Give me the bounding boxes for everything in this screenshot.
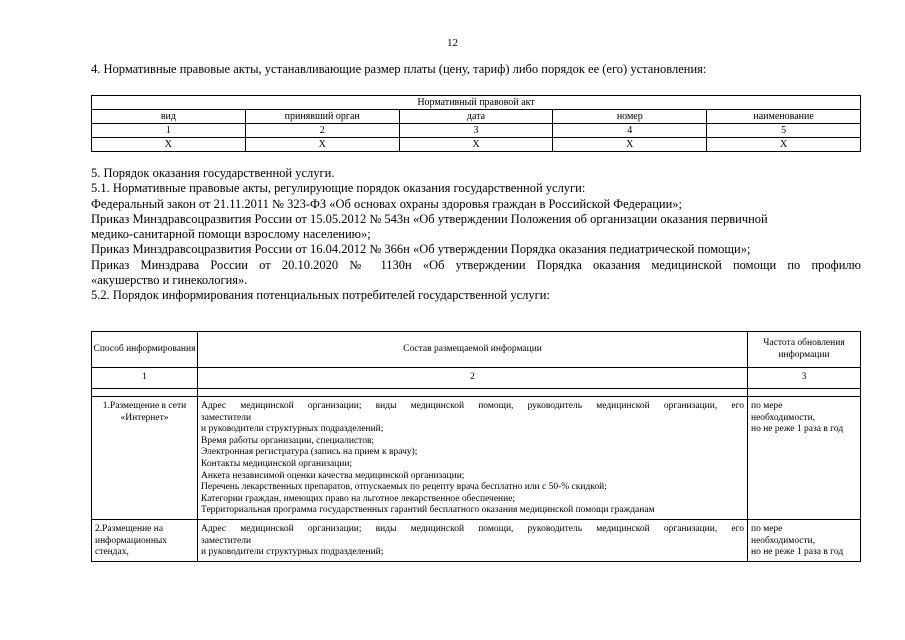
section-5-2-heading: 5.2. Порядок информирования потенциальных потребителей государственной услуги: — [91, 288, 550, 303]
table-cell: Х — [707, 138, 861, 152]
content-line: Адрес медицинской организации; виды медицинской помощи, руководитель медицинской организации, его — [201, 401, 744, 411]
section-4-heading: 4. Нормативные правовые акты, устанавливающие размер платы (цену, тариф) либо порядок ее (его) установления: — [91, 62, 707, 76]
table-cell: 5 — [707, 124, 861, 138]
table-cell — [748, 389, 861, 397]
frequency-line: по мере — [751, 401, 783, 411]
frequency-line: по мере — [751, 523, 783, 534]
content-line: Перечень лекарственных препаратов, отпускаемых по рецепту врача бесплатно или с 50-% скидкой; — [201, 482, 607, 493]
column-header-method: Способ информирования — [92, 332, 198, 368]
fee-legal-acts-table — [91, 95, 861, 152]
table-spacer-row — [92, 389, 861, 397]
table-row — [92, 397, 861, 520]
content-cell — [198, 397, 748, 520]
law-item: Приказ Минздрава России от 20.10.2020 № 1130н «Об утверждении Порядка оказания медицинской помощи по профилю — [91, 257, 861, 272]
table-cell — [198, 389, 748, 397]
frequency-line: необходимости, — [751, 535, 816, 546]
content-line: Электронная регистратура (запись на прием к врачу); — [201, 447, 418, 458]
table-group-header-row — [92, 96, 861, 110]
frequency-cell — [748, 397, 861, 520]
table-cell: 2 — [245, 124, 399, 138]
table-cell: Х — [92, 138, 246, 152]
content-line: Анкета независимой оценки качества медицинской организации; — [201, 470, 465, 481]
content-line: Контакты медицинской организации; — [201, 458, 353, 469]
law-item: Приказ Минздравсоцразвития России от 15.05.2012 № 543н «Об утверждении Положения об организации оказания первичной — [91, 211, 768, 226]
table-cell — [92, 389, 198, 397]
section-5-text — [91, 166, 861, 304]
table-cell: 2 — [198, 368, 748, 389]
column-header-number: номер — [553, 110, 707, 124]
table-cell: 4 — [553, 124, 707, 138]
method-cell: 2.Размещение на информационных стендах, — [92, 519, 198, 561]
table-row — [92, 138, 861, 152]
method-cell: 1.Размещение в сети «Интернет» — [92, 397, 198, 520]
frequency-cell — [748, 519, 861, 561]
column-header-type: вид — [92, 110, 246, 124]
content-line: Время работы организации, специалистов; — [201, 435, 375, 446]
content-line: и руководители структурных подразделений; — [201, 424, 384, 435]
law-item: Федеральный закон от 21.11.2011 № 323-ФЗ «Об основах охраны здоровья граждан в Российской Федерации»; — [91, 196, 683, 211]
page-number: 12 — [447, 37, 458, 49]
table-cell: Х — [245, 138, 399, 152]
table-number-row — [92, 368, 861, 389]
law-item: «акушерство и гинекология». — [91, 273, 248, 288]
column-header-date: дата — [399, 110, 553, 124]
group-header-cell: Нормативный правовой акт — [92, 96, 861, 110]
column-header-content: Состав размещаемой информации — [198, 332, 748, 368]
table-column-header-row — [92, 110, 861, 124]
content-line: Адрес медицинской организации; виды медицинской помощи, руководитель медицинской организации, его — [201, 523, 744, 534]
section-5-heading: 5. Порядок оказания государственной услуги. — [91, 166, 335, 180]
table-cell: 3 — [399, 124, 553, 138]
frequency-line: но не реже 1 раза в год — [751, 424, 844, 435]
content-cell — [198, 519, 748, 561]
information-procedure-table — [91, 331, 861, 562]
frequency-line: необходимости, — [751, 412, 816, 423]
content-line: Категории граждан, имеющих право на льготное лекарственное обеспечение; — [201, 493, 516, 504]
table-header-row — [92, 332, 861, 368]
content-line: Территориальная программа государственных гарантий бесплатного оказания медицинской помощи гражданам — [201, 505, 655, 516]
frequency-line: но не реже 1 раза в год — [751, 547, 844, 558]
table-cell: Х — [553, 138, 707, 152]
law-item: Приказ Минздравсоцразвития России от 16.04.2012 № 366н «Об утверждении Порядка оказания педиатрической помощи»; — [91, 242, 751, 257]
table-number-row — [92, 124, 861, 138]
content-line: и руководители структурных подразделений; — [201, 547, 384, 558]
content-line: заместители — [201, 412, 252, 423]
column-header-frequency: Частота обновления информации — [748, 332, 861, 368]
table-cell: 1 — [92, 124, 246, 138]
table-cell: 1 — [92, 368, 198, 389]
law-item: медико-санитарной помощи взрослому населению»; — [91, 227, 371, 242]
content-line: заместители — [201, 535, 252, 546]
section-5-1-heading: 5.1. Нормативные правовые акты, регулирующие порядок оказания государственной услуги: — [91, 181, 586, 196]
column-header-authority: принявший орган — [245, 110, 399, 124]
column-header-title: наименование — [707, 110, 861, 124]
table-row — [92, 519, 861, 561]
table-cell: Х — [399, 138, 553, 152]
table-cell: 3 — [748, 368, 861, 389]
